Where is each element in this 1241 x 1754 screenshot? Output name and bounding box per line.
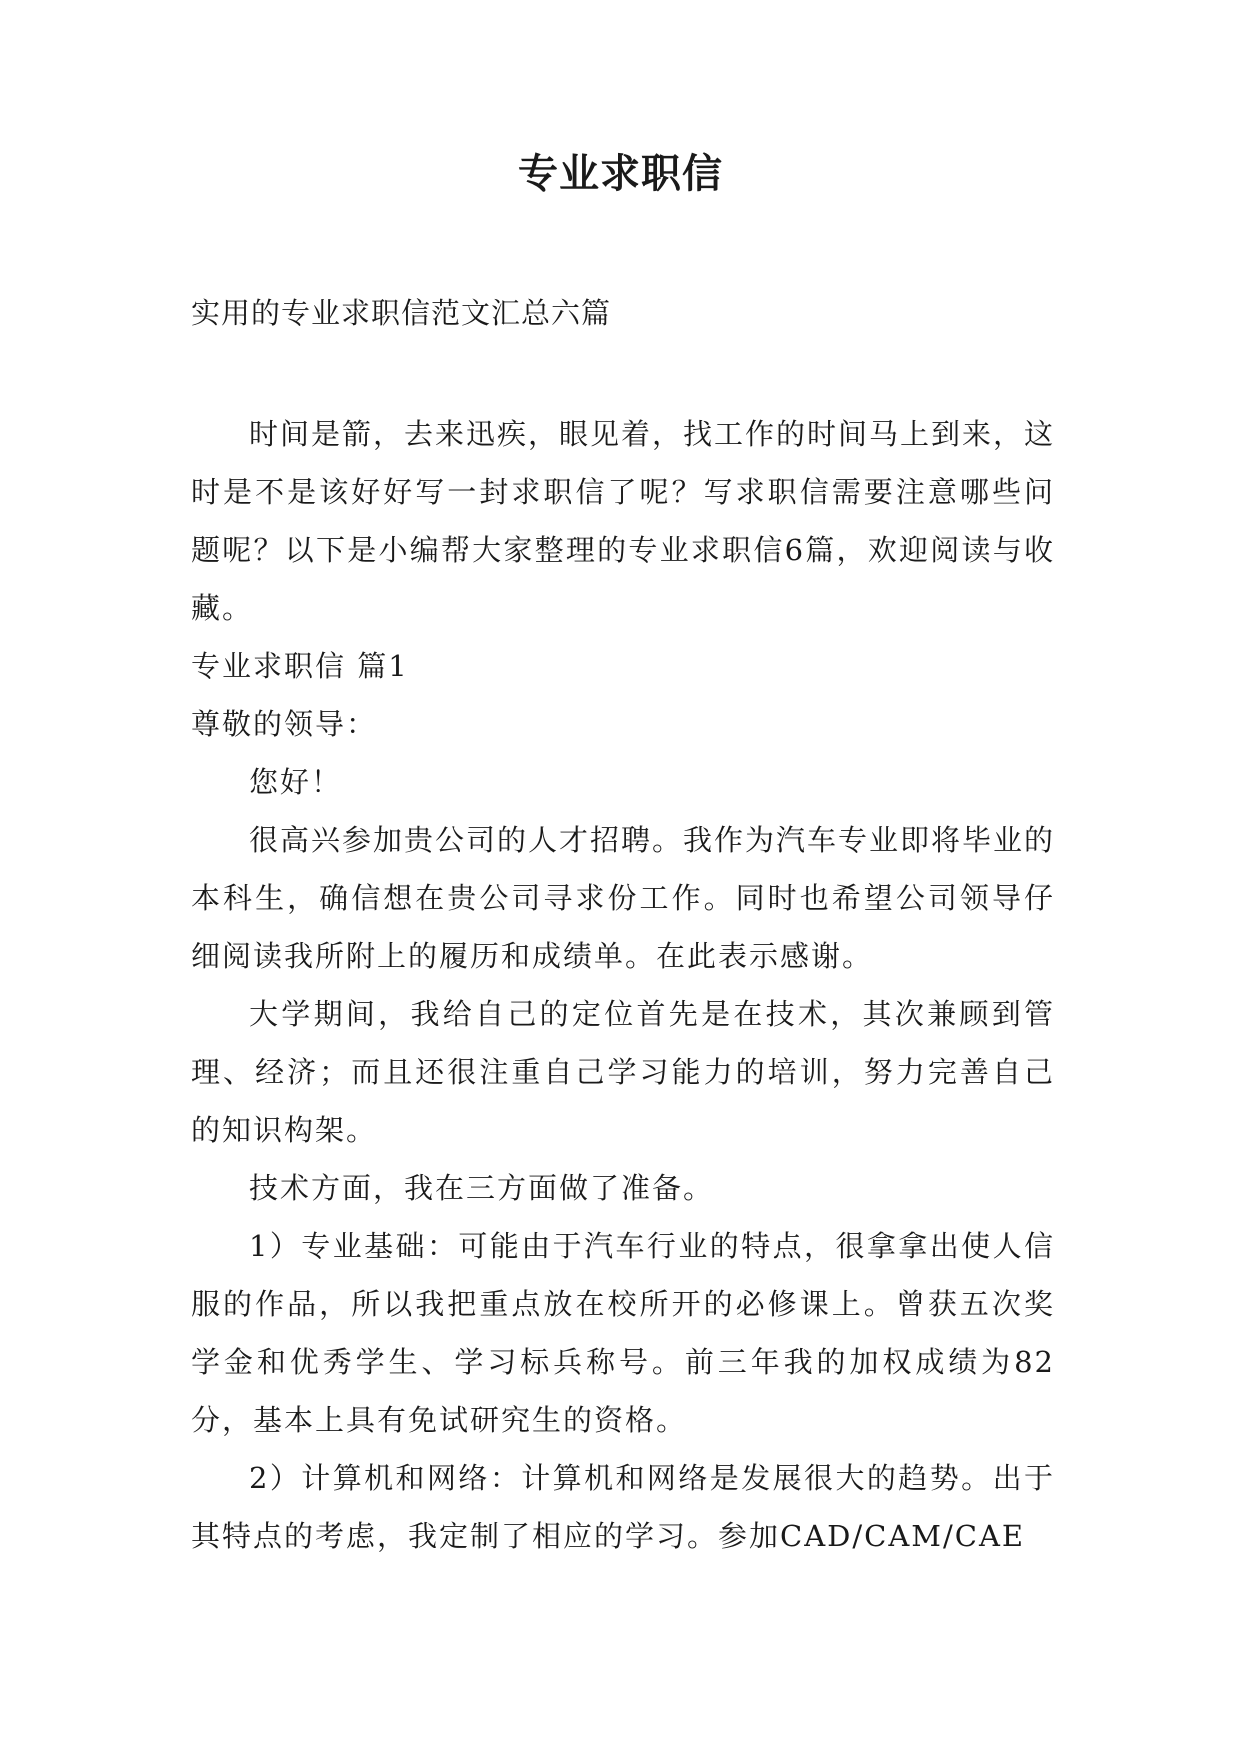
body-paragraph: 技术方面，我在三方面做了准备。 <box>249 1171 715 1205</box>
body-paragraph: 1）专业基础：可能由于汽车行业的特点，很拿拿出使人信服的作品，所以我把重点放在校所开的必修课上。曾获五次奖学金和优秀学生、学习标兵称号。前三年我的加权成绩为82分，基本上具有免试研究生的资格。 <box>191 1229 1055 1437</box>
body-paragraph: 大学期间，我给自己的定位首先是在技术，其次兼顾到管理、经济；而且还很注重自己学习能力的培训，努力完善自己的知识构架。 <box>191 997 1055 1147</box>
salutation: 尊敬的领导： <box>191 707 378 741</box>
document-body <box>191 405 1055 1565</box>
intro-paragraph: 时间是箭，去来迅疾，眼见着，找工作的时间马上到来，这时是不是该好好写一封求职信了呢？写求职信需要注意哪些问题呢？以下是小编帮大家整理的专业求职信6篇，欢迎阅读与收藏。 <box>191 417 1056 625</box>
section-heading: 专业求职信 篇1 <box>191 649 409 683</box>
body-paragraph: 2）计算机和网络：计算机和网络是发展很大的趋势。出于其特点的考虑，我定制了相应的学习。参加CAD/CAM/CAE <box>191 1461 1055 1553</box>
greeting: 您好！ <box>249 765 343 799</box>
document-subtitle: 实用的专业求职信范文汇总六篇 <box>191 296 612 330</box>
body-paragraph: 很高兴参加贵公司的人才招聘。我作为汽车专业即将毕业的本科生，确信想在贵公司寻求份工作。同时也希望公司领导仔细阅读我所附上的履历和成绩单。在此表示感谢。 <box>191 823 1056 973</box>
document-title: 专业求职信 <box>518 151 723 197</box>
